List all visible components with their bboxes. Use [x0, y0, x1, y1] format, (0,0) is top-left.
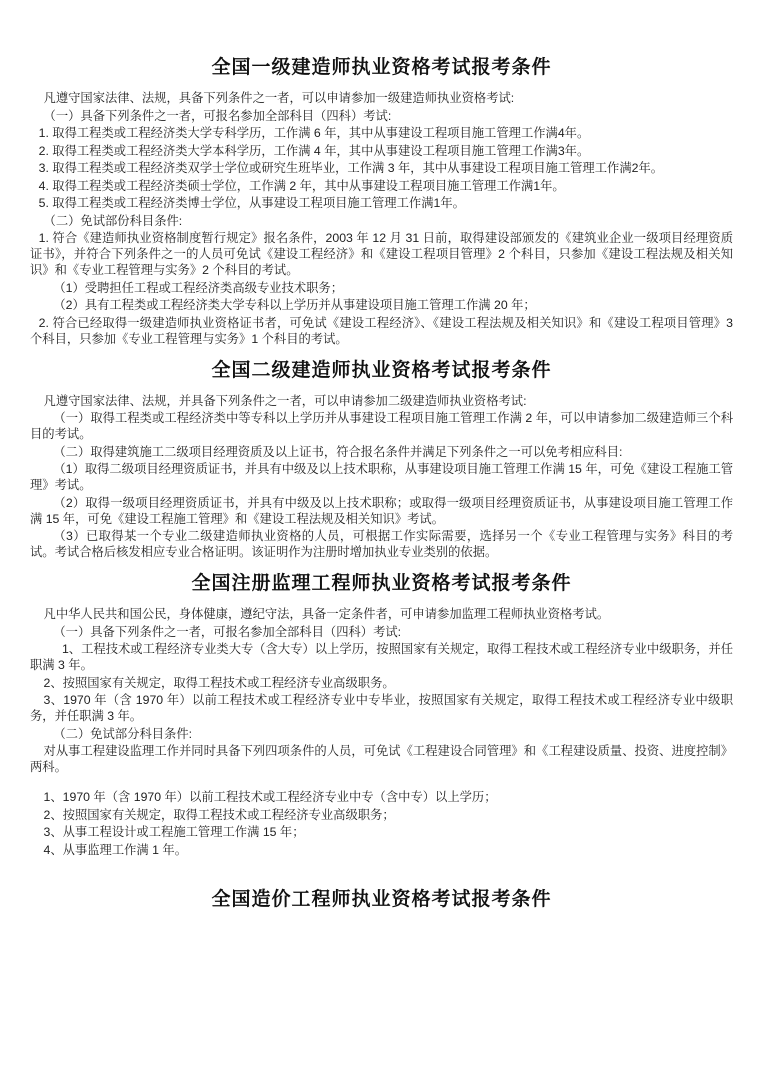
paragraph: 3. 取得工程类或工程经济类双学士学位或研究生班毕业，工作满 3 年，其中从事建设工程项目施工管理工作满2年。	[38, 161, 664, 175]
paragraph: （二）取得建筑施工二级项目经理资质及以上证书，符合报名条件并满足下列条件之一可以免考相应科目:	[53, 444, 623, 459]
paragraph: 3、1970 年（含 1970 年）以前工程技术或工程经济专业中专毕业，按照国家有关规定，取得工程技术或工程经济专业中级职务，并任职满 3 年。	[30, 693, 733, 723]
paragraph: 凡中华人民共和国公民，身体健康，遵纪守法，具备一定条件者，可申请参加监理工程师执业资格考试。	[43, 607, 610, 621]
paragraph: 凡遵守国家法律、法规，具备下列条件之一者，可以申请参加一级建造师执业资格考试:	[43, 91, 515, 105]
section-title: 全国注册监理工程师执业资格考试报考条件	[191, 573, 572, 594]
paragraph: 凡遵守国家法律、法规，并具备下列条件之一者，可以申请参加二级建造师执业资格考试:	[43, 393, 527, 408]
paragraph: 4. 取得工程类或工程经济类硕士学位，工作满 2 年，其中从事建设工程项目施工管理工作满1年。	[38, 178, 565, 193]
paragraph: 对从事工程建设监理工作并同时具备下列四项条件的人员，可免试《工程建设合同管理》和《工程建设质量、投资、进度控制》两科。	[30, 744, 733, 774]
paragraph: （一）具备下列条件之一者，可报名参加全部科目（四科）考试:	[53, 624, 402, 639]
exam-section	[30, 359, 733, 561]
paragraph: （一）具备下列条件之一者，可报名参加全部科目（四科）考试:	[43, 108, 392, 123]
paragraph: 2. 取得工程类或工程经济类大学本科学历，工作满 4 年，其中从事建设工程项目施工管理工作满3年。	[38, 143, 590, 158]
paragraph: 2、按照国家有关规定，取得工程技术或工程经济专业高级职务；	[43, 807, 395, 822]
paragraph: 1、1970 年（含 1970 年）以前工程技术或工程经济专业中专（含中专）以上学历；	[43, 790, 497, 804]
paragraph: （一）取得工程类或工程经济类中等专科以上学历并从事建设工程项目施工管理工作满 2 年，可以申请参加二级建造师三个科目的考试。	[30, 411, 733, 441]
exam-section	[30, 888, 733, 912]
paragraph: 4、从事监理工作满 1 年。	[43, 842, 187, 857]
section-title: 全国一级建造师执业资格考试报考条件	[211, 57, 552, 78]
paragraph: 1、工程技术或工程经济专业类大专（含大专）以上学历，按照国家有关规定，取得工程技术或工程经济专业中级职务，并任职满 3 年。	[30, 642, 733, 672]
paragraph: （3）已取得某一个专业二级建造师执业资格的人员，可根据工作实际需要，选择另一个《专业工程管理与实务》科目的考试。考试合格后核发相应专业合格证明。该证明作为注册时增加执业专业类别的依据。	[30, 529, 733, 559]
paragraph: （二）免试部分科目条件:	[53, 726, 193, 741]
exam-section	[30, 572, 733, 858]
paragraph: 1. 取得工程类或工程经济类大学专科学历，工作满 6 年，其中从事建设工程项目施工管理工作满4年。	[38, 126, 590, 140]
section-title: 全国造价工程师执业资格考试报考条件	[211, 888, 552, 910]
paragraph: 3、从事工程设计或工程施工管理工作满 15 年；	[43, 825, 305, 839]
paragraph: （2）具有工程类或工程经济类大学专科以上学历并从事建设项目施工管理工作满 20 年；	[53, 298, 536, 312]
paragraph: （1）受聘担任工程或工程经济类高级专业技术职务；	[53, 280, 344, 295]
section-title: 全国二级建造师执业资格考试报考条件	[211, 359, 552, 381]
paragraph: （2）取得一级项目经理资质证书，并具有中级及以上技术职称；或取得一级项目经理资质证书，从事建设项目施工管理工作满 15 年，可免《建设工程施工管理》和《建设工程法规及相关知识》考试。	[30, 495, 733, 526]
document-body	[30, 56, 733, 912]
paragraph: （二）免试部份科目条件:	[43, 213, 183, 228]
paragraph: 5. 取得工程类或工程经济类博士学位，从事建设工程项目施工管理工作满1年。	[38, 196, 465, 210]
paragraph: 2. 符合已经取得一级建造师执业资格证书者，可免试《建设工程经济》、《建设工程法规及相关知识》和《建设工程项目管理》3 个科目，只参加《专业工程管理与实务》1 个科目的考试。	[30, 315, 733, 346]
paragraph: 2、按照国家有关规定，取得工程技术或工程经济专业高级职务。	[43, 675, 395, 690]
paragraph: （1）取得二级项目经理资质证书，并具有中级及以上技术职称，从事建设项目施工管理工作满 15 年，可免《建设工程施工管理》考试。	[30, 462, 733, 492]
exam-section	[30, 56, 733, 347]
paragraph: 1. 符合《建造师执业资格制度暂行规定》报名条件，2003 年 12 月 31 日前，取得建设部颁发的《建筑业企业一级项目经理资质证书》，并符合下列条件之一的人员可免试《建设工程经济》和《建设工程项目管理》2 个科目，只参加《建设工程法规及相关知识》和《专业工程管理与实务》2 个科目的考试。	[30, 231, 733, 277]
